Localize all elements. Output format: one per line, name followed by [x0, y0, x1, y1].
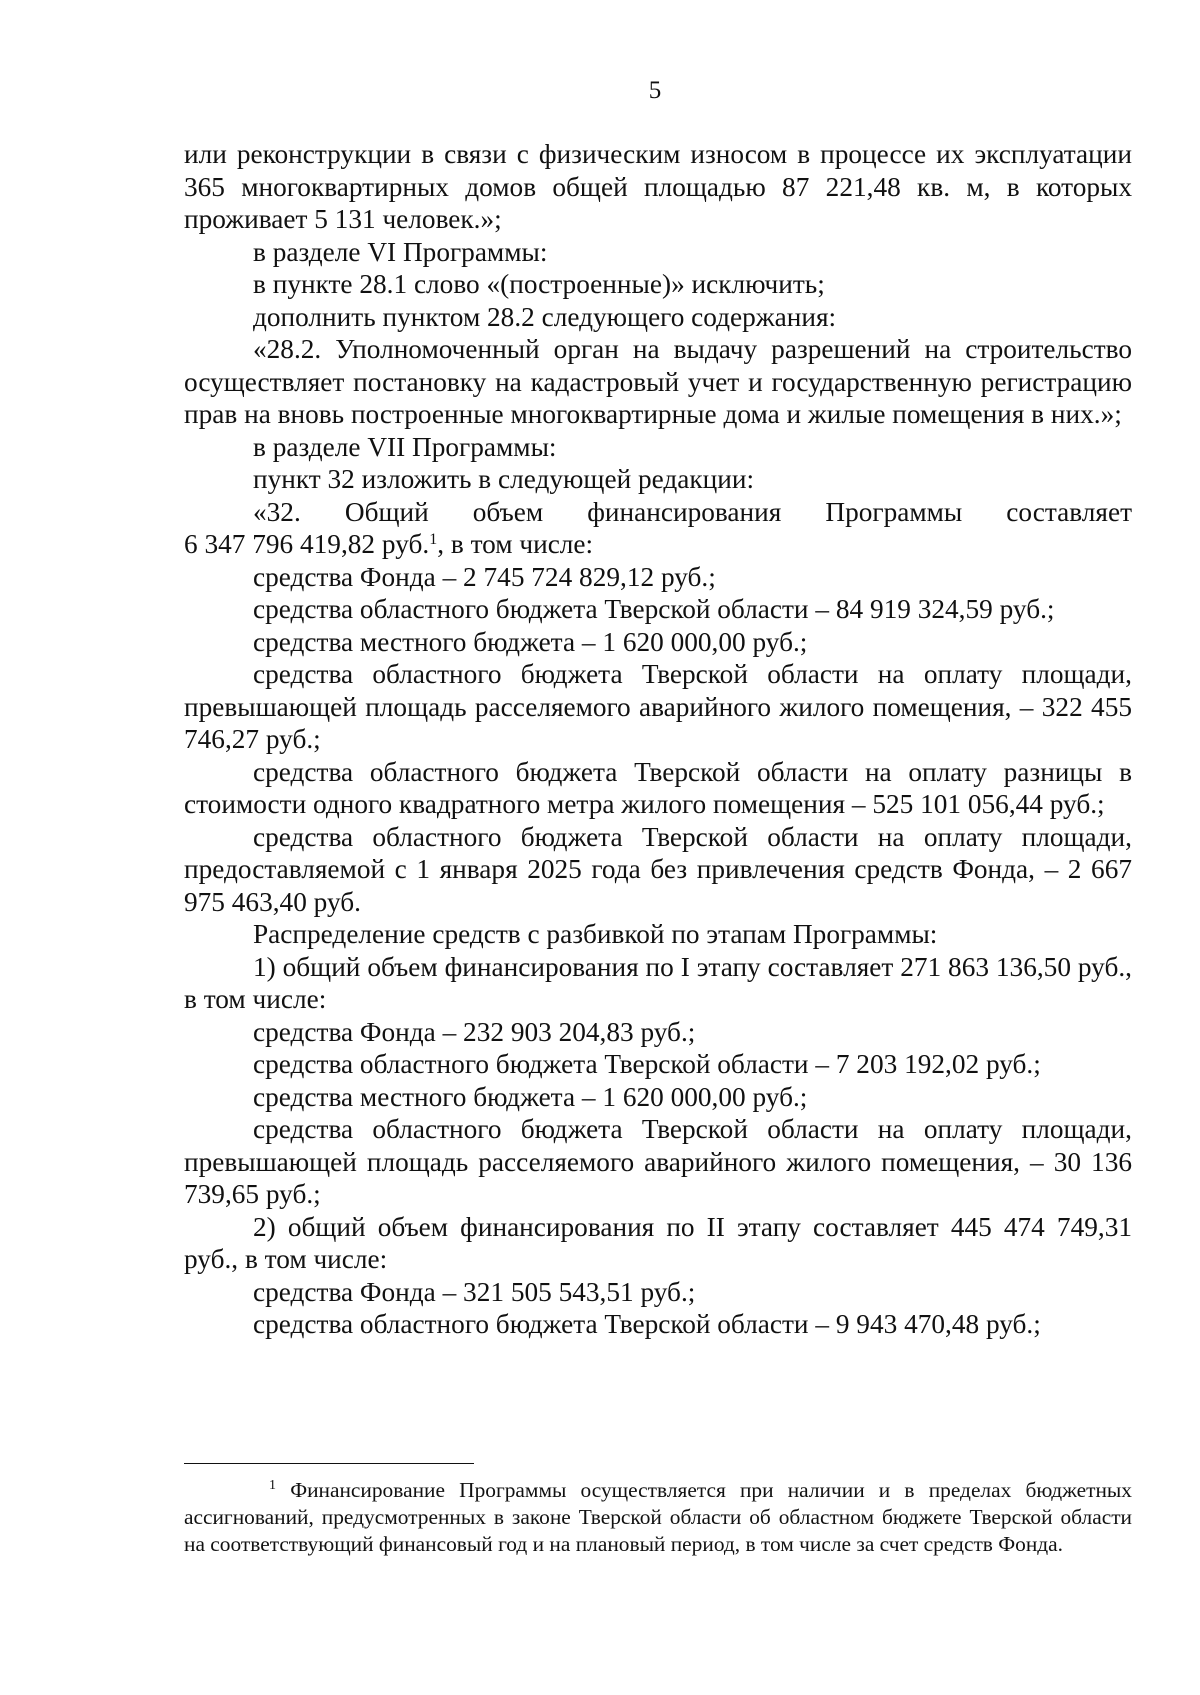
footnote-reference[interactable]: 1	[429, 531, 438, 548]
paragraph: «28.2. Уполномоченный орган на выдачу разрешений на строительство осуществляет постановку на кадастровый учет и государственную регистрацию прав на вновь построенные многоквартирные дома и жилые помещения в них.»;	[184, 334, 1132, 429]
paragraph: средства местного бюджета – 1 620 000,00 руб.;	[253, 626, 808, 657]
footnote-body: Финансирование Программы осуществляется при наличии и в пределах бюджетных ассигнований, предусмотренных в законе Тверской области об областном бюджете Тверской области на соответствующий финансовый год и на плановый период, в том числе за счет средств Фонда.	[184, 1478, 1132, 1556]
page-number: 5	[648, 77, 662, 104]
paragraph: в разделе VII Программы:	[253, 431, 557, 462]
paragraph: средства областного бюджета Тверской области на оплату площади, предоставляемой с 1 января 2025 года без привлечения средств Фонда, – 2 667 975 463,40 руб.	[184, 821, 1132, 917]
body-text	[184, 138, 1132, 1341]
paragraph: средства Фонда – 2 745 724 829,12 руб.;	[253, 561, 716, 592]
paragraph: средства Фонда – 232 903 204,83 руб.;	[253, 1016, 696, 1047]
paragraph: средства областного бюджета Тверской области – 7 203 192,02 руб.;	[253, 1049, 1041, 1079]
footnote	[184, 1477, 1132, 1558]
paragraph-continuation: , в том числе:	[437, 529, 594, 559]
total-amount: 6 347 796 419,82 руб.	[184, 529, 430, 559]
paragraph: «32. Общий объем финансирования Программы составляет	[253, 496, 1132, 527]
paragraph: средства областного бюджета Тверской области на оплату разницы в стоимости одного квадратного метра жилого помещения – 525 101 056,44 руб.;	[184, 756, 1132, 819]
footnote-text	[184, 1477, 1132, 1558]
paragraph: 1) общий объем финансирования по I этапу составляет 271 863 136,50 руб., в том числе:	[184, 951, 1132, 1014]
paragraph: в разделе VI Программы:	[253, 236, 548, 267]
paragraph: средства областного бюджета Тверской области на оплату площади, превышающей площадь расселяемого аварийного жилого помещения, – 30 136 739,65 руб.;	[184, 1114, 1132, 1209]
paragraph: пункт 32 изложить в следующей редакции:	[253, 464, 755, 494]
paragraph: средства областного бюджета Тверской области – 84 919 324,59 руб.;	[253, 594, 1055, 624]
paragraph: средства областного бюджета Тверской области – 9 943 470,48 руб.;	[253, 1309, 1041, 1339]
footnote-separator	[184, 1463, 474, 1464]
footnote-mark: 1	[269, 1478, 276, 1493]
paragraph: Распределение средств с разбивкой по этапам Программы:	[253, 919, 938, 949]
paragraph-with-footnote	[184, 528, 1132, 561]
paragraph: средства областного бюджета Тверской области на оплату площади, превышающей площадь расселяемого аварийного жилого помещения, – 322 455 746,27 руб.;	[184, 659, 1132, 754]
paragraph: или реконструкции в связи с физическим износом в процессе их эксплуатации 365 многоквартирных домов общей площадью 87 221,48 кв. м, в которых проживает 5 131 человек.»;	[184, 139, 1132, 234]
paragraph: 2) общий объем финансирования по II этапу составляет 445 474 749,31 руб., в том числе:	[184, 1211, 1132, 1274]
paragraph: в пункте 28.1 слово «(построенные)» исключить;	[253, 269, 825, 299]
paragraph: средства Фонда – 321 505 543,51 руб.;	[253, 1276, 696, 1307]
paragraph: средства местного бюджета – 1 620 000,00 руб.;	[253, 1081, 808, 1112]
paragraph: дополнить пунктом 28.2 следующего содержания:	[253, 301, 837, 332]
